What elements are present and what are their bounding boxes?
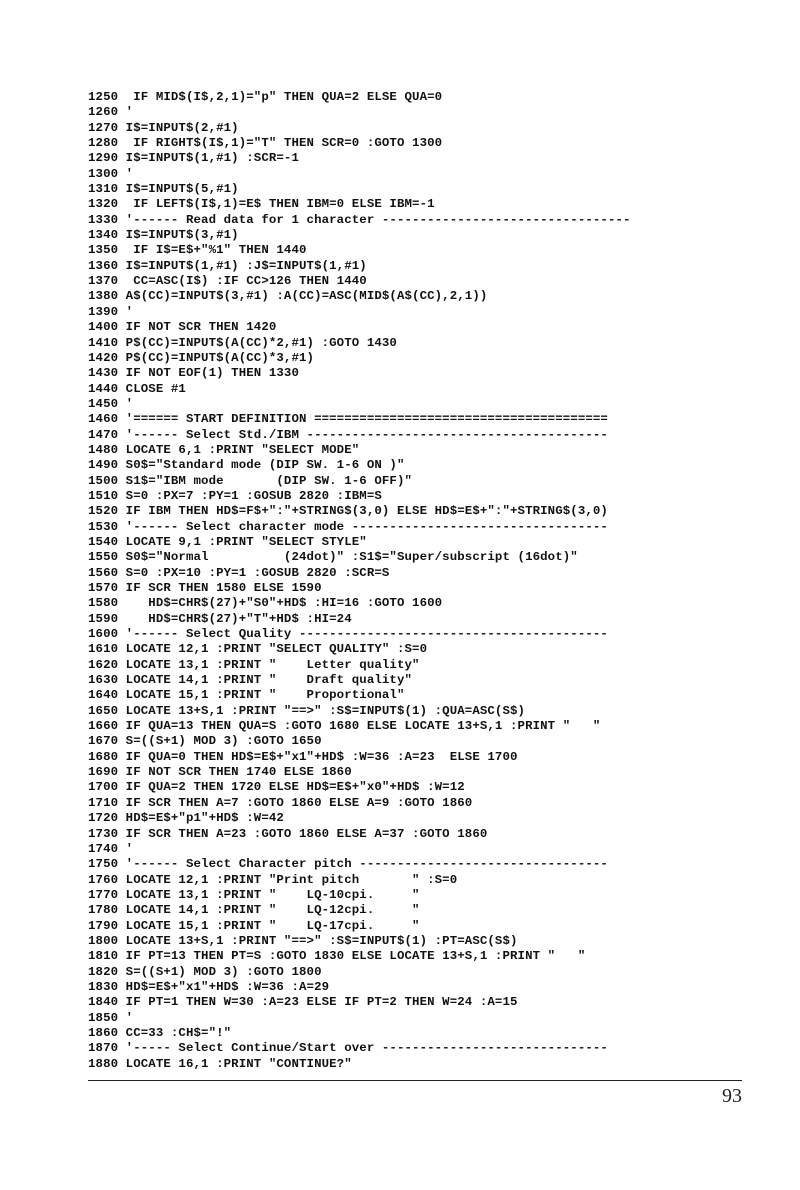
code-line-1300: 1300 ': [88, 166, 134, 181]
code-line-1520: 1520 IF IBM THEN HD$=F$+":"+STRING$(3,0) ELSE HD$=E$+":"+STRING$(3,0): [88, 504, 608, 519]
code-line-1700: 1700 IF QUA=2 THEN 1720 ELSE HD$=E$+"x0"+HD$ :W=12: [88, 780, 465, 795]
code-line-1330: 1330 '------ Read data for 1 character ---------------------------------: [88, 212, 631, 227]
code-line-1480: 1480 LOCATE 6,1 :PRINT "SELECT MODE": [88, 442, 360, 457]
code-line-1250: 1250 IF MID$(I$,2,1)="p" THEN QUA=2 ELSE QUA=0: [88, 90, 443, 104]
code-line-1620: 1620 LOCATE 13,1 :PRINT " Letter quality": [88, 657, 420, 672]
code-line-1740: 1740 ': [88, 841, 134, 856]
code-line-1750: 1750 '------ Select Character pitch ---------------------------------: [88, 857, 608, 872]
code-line-1540: 1540 LOCATE 9,1 :PRINT "SELECT STYLE": [88, 534, 367, 549]
code-line-1650: 1650 LOCATE 13+S,1 :PRINT "==>" :S$=INPUT$(1) :QUA=ASC(S$): [88, 703, 526, 718]
code-line-1550: 1550 S0$="Normal (24dot)" :S1$="Super/subscript (16dot)": [88, 550, 578, 565]
code-line-1400: 1400 IF NOT SCR THEN 1420: [88, 320, 277, 335]
code-line-1260: 1260 ': [88, 105, 134, 120]
code-line-1290: 1290 I$=INPUT$(1,#1) :SCR=-1: [88, 151, 299, 166]
code-line-1440: 1440 CLOSE #1: [88, 381, 186, 396]
code-line-1590: 1590 HD$=CHR$(27)+"T"+HD$ :HI=24: [88, 611, 352, 626]
code-line-1780: 1780 LOCATE 14,1 :PRINT " LQ-12cpi. ": [88, 903, 420, 918]
code-line-1870: 1870 '----- Select Continue/Start over ------------------------------: [88, 1041, 608, 1056]
code-line-1880: 1880 LOCATE 16,1 :PRINT "CONTINUE?": [88, 1056, 352, 1071]
code-line-1840: 1840 IF PT=1 THEN W=30 :A=23 ELSE IF PT=2 THEN W=24 :A=15: [88, 995, 518, 1010]
code-line-1790: 1790 LOCATE 15,1 :PRINT " LQ-17cpi. ": [88, 918, 420, 933]
code-line-1810: 1810 IF PT=13 THEN PT=S :GOTO 1830 ELSE LOCATE 13+S,1 :PRINT " ": [88, 949, 586, 964]
code-line-1350: 1350 IF I$=E$+"%1" THEN 1440: [88, 243, 307, 258]
code-line-1460: 1460 '====== START DEFINITION =======================================: [88, 412, 608, 427]
code-line-1560: 1560 S=0 :PX=10 :PY=1 :GOSUB 2820 :SCR=S: [88, 565, 390, 580]
code-line-1720: 1720 HD$=E$+"p1"+HD$ :W=42: [88, 811, 284, 826]
code-line-1860: 1860 CC=33 :CH$="!": [88, 1025, 232, 1040]
page-number: 93: [722, 1085, 742, 1107]
code-line-1660: 1660 IF QUA=13 THEN QUA=S :GOTO 1680 ELSE LOCATE 13+S,1 :PRINT " ": [88, 719, 601, 734]
code-line-1820: 1820 S=((S+1) MOD 3) :GOTO 1800: [88, 964, 322, 979]
code-line-1410: 1410 P$(CC)=INPUT$(A(CC)*2,#1) :GOTO 1430: [88, 335, 397, 350]
code-line-1680: 1680 IF QUA=0 THEN HD$=E$+"x1"+HD$ :W=36 :A=23 ELSE 1700: [88, 749, 518, 764]
code-line-1420: 1420 P$(CC)=INPUT$(A(CC)*3,#1): [88, 350, 315, 365]
footer-divider: [88, 1080, 742, 1081]
code-line-1690: 1690 IF NOT SCR THEN 1740 ELSE 1860: [88, 765, 352, 780]
code-line-1600: 1600 '------ Select Quality -----------------------------------------: [88, 627, 608, 642]
code-line-1760: 1760 LOCATE 12,1 :PRINT "Print pitch " :S=0: [88, 872, 458, 887]
code-line-1340: 1340 I$=INPUT$(3,#1): [88, 228, 239, 243]
code-line-1500: 1500 S1$="IBM mode (DIP SW. 1-6 OFF)": [88, 473, 413, 488]
code-line-1510: 1510 S=0 :PX=7 :PY=1 :GOSUB 2820 :IBM=S: [88, 488, 382, 503]
code-line-1580: 1580 HD$=CHR$(27)+"S0"+HD$ :HI=16 :GOTO 1600: [88, 596, 443, 611]
code-line-1370: 1370 CC=ASC(I$) :IF CC>126 THEN 1440: [88, 274, 367, 289]
code-line-1830: 1830 HD$=E$+"x1"+HD$ :W=36 :A=29: [88, 979, 330, 994]
code-line-1270: 1270 I$=INPUT$(2,#1): [88, 120, 239, 135]
code-line-1630: 1630 LOCATE 14,1 :PRINT " Draft quality": [88, 673, 413, 688]
code-line-1320: 1320 IF LEFT$(I$,1)=E$ THEN IBM=0 ELSE IBM=-1: [88, 197, 435, 212]
code-line-1770: 1770 LOCATE 13,1 :PRINT " LQ-10cpi. ": [88, 887, 420, 902]
code-line-1530: 1530 '------ Select character mode ----------------------------------: [88, 519, 608, 534]
code-line-1710: 1710 IF SCR THEN A=7 :GOTO 1860 ELSE A=9 :GOTO 1860: [88, 795, 473, 810]
code-line-1850: 1850 ': [88, 1010, 134, 1025]
code-line-1450: 1450 ': [88, 396, 134, 411]
code-line-1610: 1610 LOCATE 12,1 :PRINT "SELECT QUALITY" :S=0: [88, 642, 428, 657]
code-line-1380: 1380 A$(CC)=INPUT$(3,#1) :A(CC)=ASC(MID$(A$(CC),2,1)): [88, 289, 488, 304]
code-line-1800: 1800 LOCATE 13+S,1 :PRINT "==>" :S$=INPUT$(1) :PT=ASC(S$): [88, 933, 518, 948]
code-line-1490: 1490 S0$="Standard mode (DIP SW. 1-6 ON )": [88, 458, 405, 473]
code-line-1280: 1280 IF RIGHT$(I$,1)="T" THEN SCR=0 :GOTO 1300: [88, 136, 443, 151]
code-line-1670: 1670 S=((S+1) MOD 3) :GOTO 1650: [88, 734, 322, 749]
code-line-1570: 1570 IF SCR THEN 1580 ELSE 1590: [88, 581, 322, 595]
code-line-1390: 1390 ': [88, 304, 134, 319]
code-line-1640: 1640 LOCATE 15,1 :PRINT " Proportional": [88, 688, 405, 703]
code-listing: [88, 90, 748, 1072]
code-line-1470: 1470 '------ Select Std./IBM ----------------------------------------: [88, 427, 608, 442]
code-line-1310: 1310 I$=INPUT$(5,#1): [88, 182, 239, 197]
code-line-1730: 1730 IF SCR THEN A=23 :GOTO 1860 ELSE A=37 :GOTO 1860: [88, 826, 488, 841]
code-line-1360: 1360 I$=INPUT$(1,#1) :J$=INPUT$(1,#1): [88, 258, 367, 273]
code-line-1430: 1430 IF NOT EOF(1) THEN 1330: [88, 366, 299, 381]
